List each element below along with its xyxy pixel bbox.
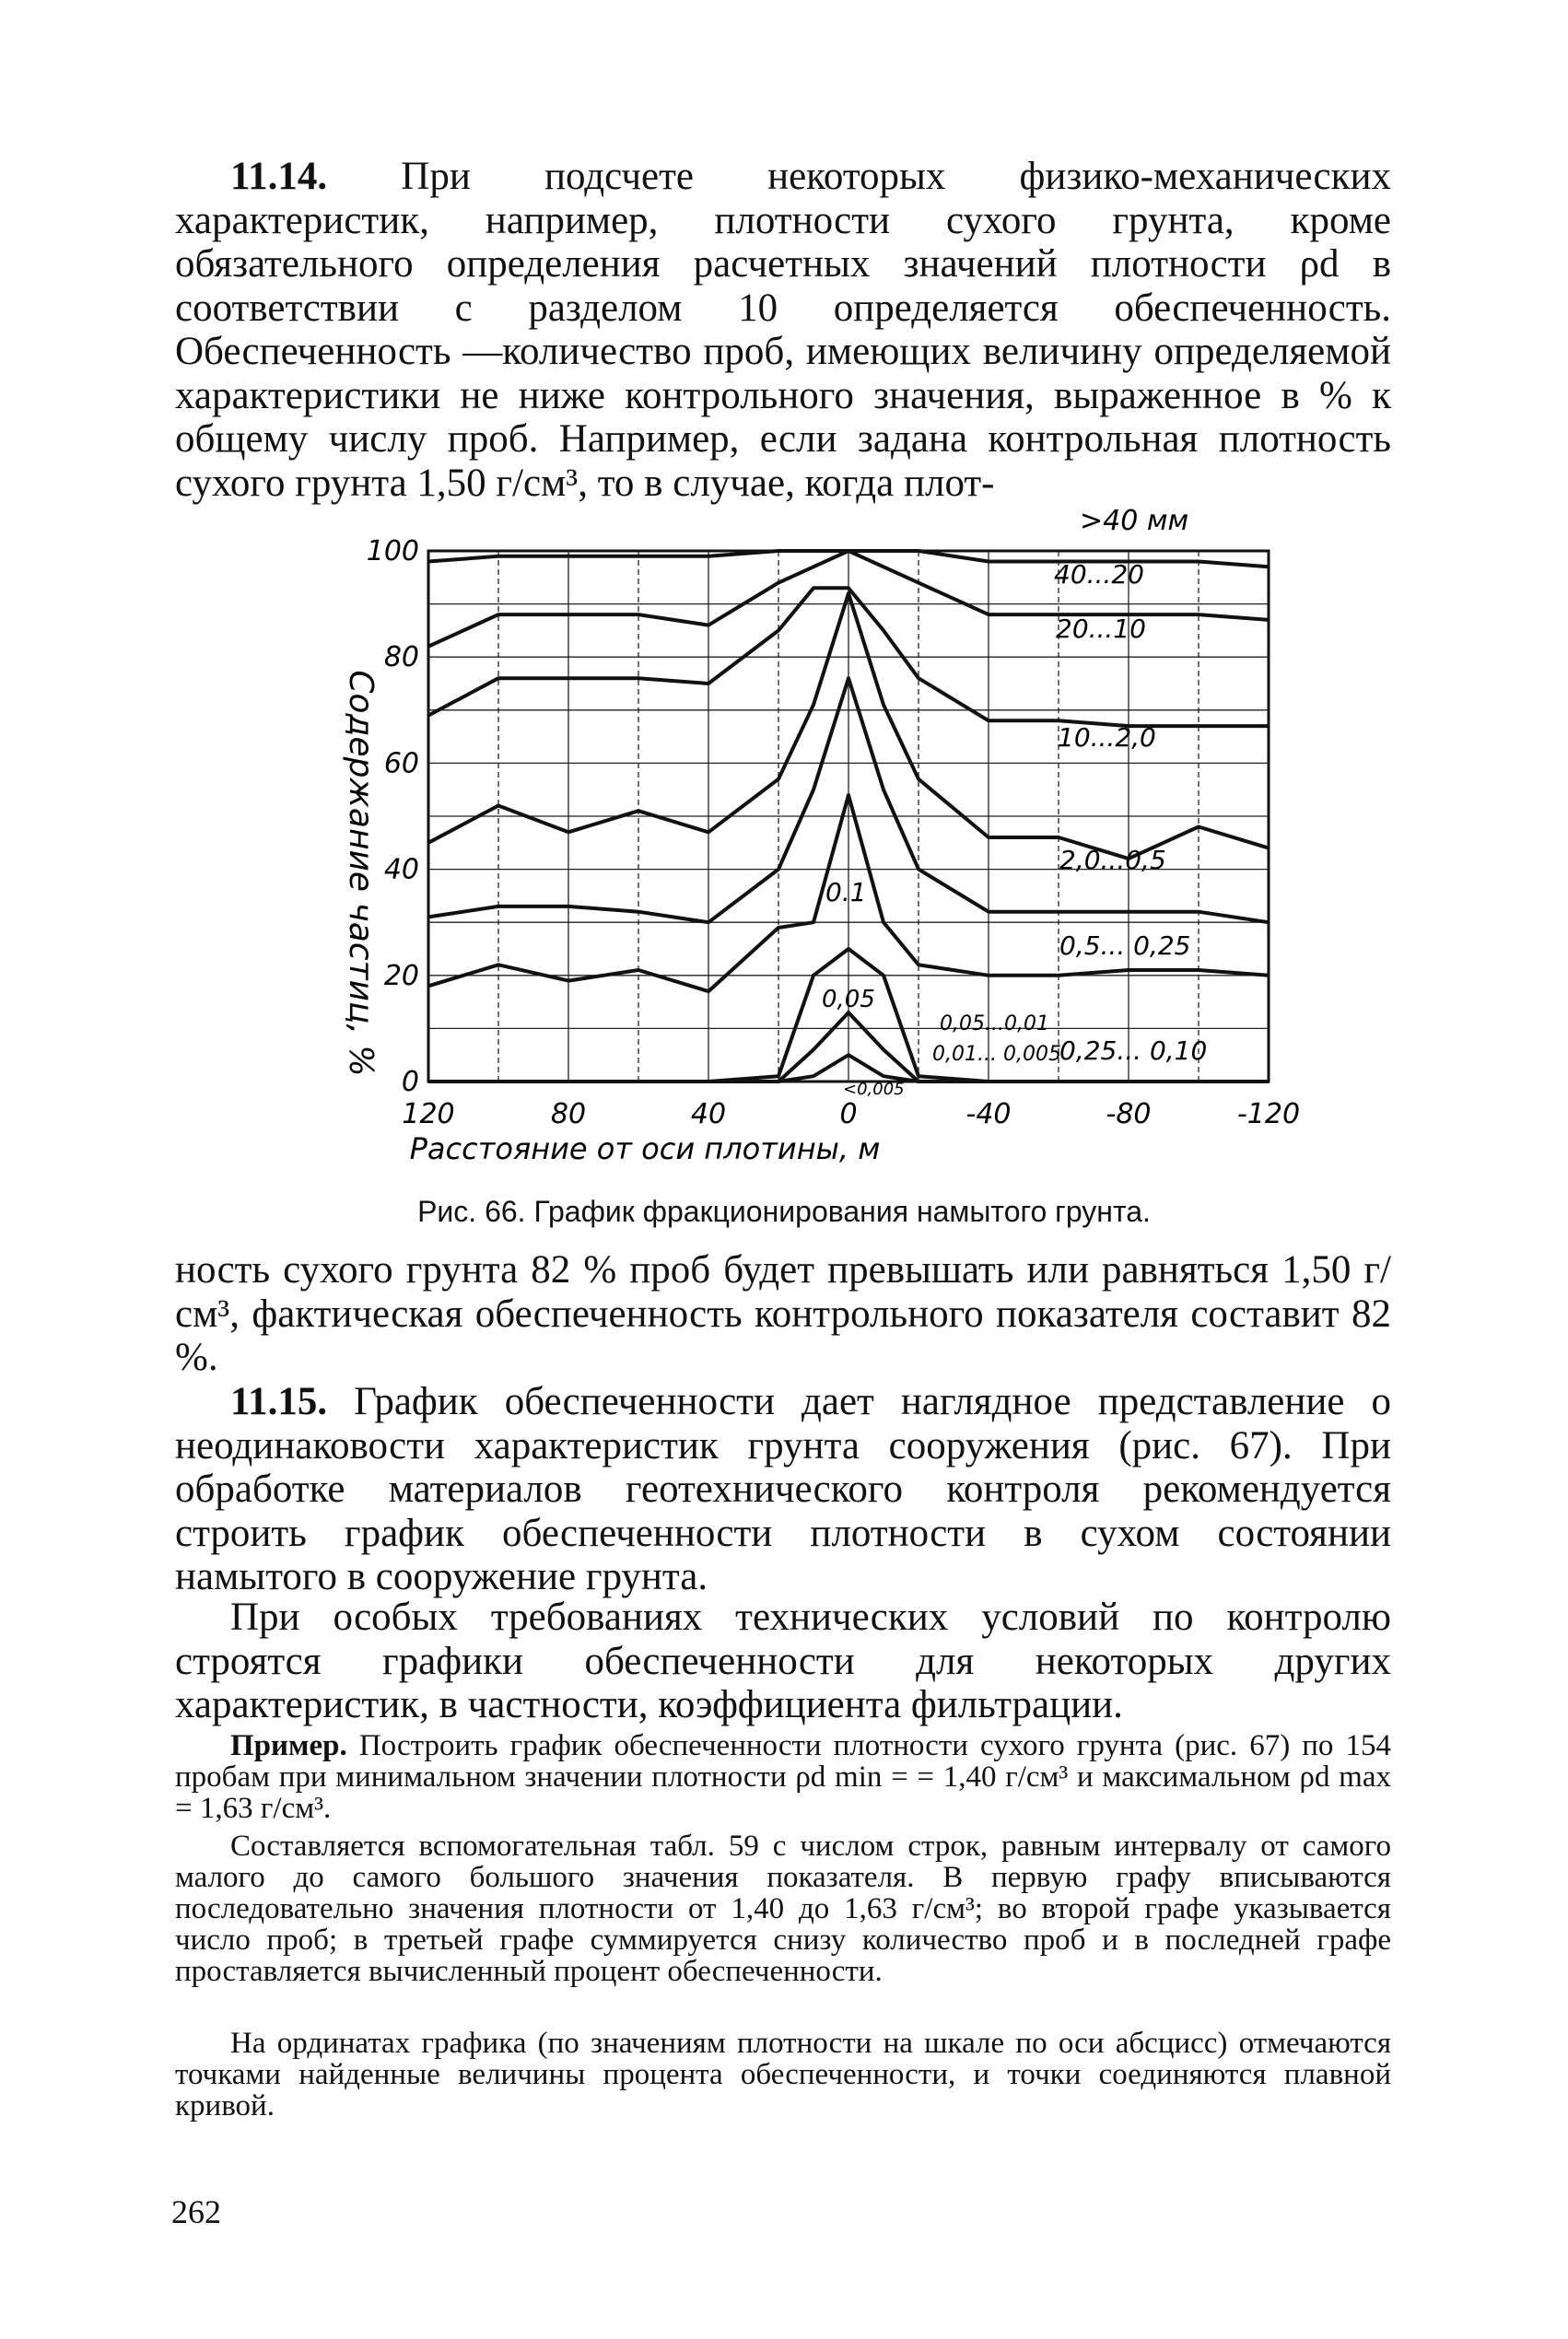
table-procedure-paragraph xyxy=(175,1830,1391,1987)
label-10-2: 10...2,0 xyxy=(1058,722,1156,753)
paragraph-11-15 xyxy=(175,1380,1391,1599)
example-label: Пример. xyxy=(230,1729,347,1762)
paragraph-11-14 xyxy=(175,155,1391,505)
paragraph-special-requirements-text: При особых требованиях технических условий по контролю строятся графики обеспеченности для некоторых других характеристик, в частности, коэффициента фильтрации. xyxy=(175,1596,1391,1726)
y-tick-label: 20 xyxy=(383,959,419,992)
label-01: 0.1 xyxy=(825,877,867,907)
y-tick-label: 60 xyxy=(383,747,419,780)
x-axis-label: Расстояние от оси плотины, м xyxy=(409,1131,881,1166)
x-tick-label: 120 xyxy=(402,1098,455,1130)
page-number: 262 xyxy=(171,2193,221,2230)
label-20-10: 20...10 xyxy=(1056,614,1146,644)
y-axis-label: Содержание частиц, % xyxy=(342,670,380,1077)
label-05-025: 0,5... 0,25 xyxy=(1059,930,1191,961)
y-tick-label: 80 xyxy=(383,641,419,674)
example-text: Построить график обеспеченности плотности сухого грунта (рис. 67) по 154 пробам при минимальном значении плотности ρd min = = 1,40 г/см³ и максимальном ρd max = 1,63 г/см³. xyxy=(175,1729,1391,1825)
label-gt40: >40 мм xyxy=(1080,505,1189,537)
plotting-text: На ординатах графика (по значениям плотности на шкале по оси абсцисс) отмечаются точками найденные величины процента обеспеченности, и точки соединяются плавной кривой. xyxy=(175,2027,1391,2123)
label-005-001: 0,05...0,01 xyxy=(940,1012,1049,1035)
paragraph-continuation xyxy=(175,1248,1391,1380)
example-paragraph xyxy=(175,1730,1391,1824)
label-005: 0,05 xyxy=(822,986,875,1013)
label-0005: <0,005 xyxy=(843,1080,905,1099)
paragraph-continuation-text: ность сухого грунта 82 % проб будет превышать или равняться 1,50 г/см³, фактическая обеспеченность контрольного показателя составит 82 %. xyxy=(175,1248,1391,1379)
paragraph-11-14-text: При подсчете некоторых физико-механических характеристик, например, плотности сухого грунта, кроме обязательного определения расчетных значений плотности ρd в соответствии с разделом 10 определяется обеспеченность. Обеспеченность —количество проб, имеющих величину определяемой характеристики не ниже контрольного значения, выраженное в % к общему числу проб. Например, если задана контрольная плотность сухого грунта 1,50 г/см³, то в случае, когда плот- xyxy=(175,155,1392,505)
figure-caption: Рис. 66. График фракционирования намытого грунта. xyxy=(417,1195,1151,1228)
x-tick-label: 40 xyxy=(690,1098,727,1130)
section-number-11-14: 11.14. xyxy=(230,155,328,198)
paragraph-special-requirements xyxy=(175,1596,1391,1727)
label-025-010: 0,25... 0,10 xyxy=(1059,1035,1208,1066)
label-2-05: 2,0...0,5 xyxy=(1059,845,1166,875)
y-tick-label: 0 xyxy=(401,1066,419,1098)
x-tick-label: -40 xyxy=(965,1098,1012,1130)
label-001-0005: 0,01... 0,005 xyxy=(932,1043,1061,1066)
y-tick-label: 40 xyxy=(383,853,419,886)
fractionation-chart xyxy=(304,505,1336,1214)
x-tick-label: 0 xyxy=(839,1098,858,1130)
section-number-11-15: 11.15. xyxy=(230,1380,328,1423)
y-tick-label: 100 xyxy=(366,535,419,567)
x-tick-label: -80 xyxy=(1106,1098,1152,1130)
x-tick-label: -120 xyxy=(1236,1098,1301,1130)
paragraph-11-15-text: График обеспеченности дает наглядное представление о неодинаковости характеристик грунта сооружения (рис. 67). При обработке материалов геотехнического контроля рекомендуется строить график обеспеченности плотности в сухом состоянии намытого в сооружение грунта. xyxy=(175,1380,1392,1598)
x-tick-label: 80 xyxy=(550,1098,587,1130)
plotting-paragraph xyxy=(175,2028,1391,2122)
table-procedure-text: Составляется вспомогательная табл. 59 с числом строк, равным интервалу от самого малого до самого большого значения показателя. В первую графу вписываются последовательно значения плотности от 1,40 до 1,63 г/см³; во второй графе указывается число проб; в третьей графе суммируется снизу количество проб и в последней графе проставляется вычисленный процент обеспеченности. xyxy=(175,1830,1391,1988)
label-40-20: 40...20 xyxy=(1054,559,1144,590)
